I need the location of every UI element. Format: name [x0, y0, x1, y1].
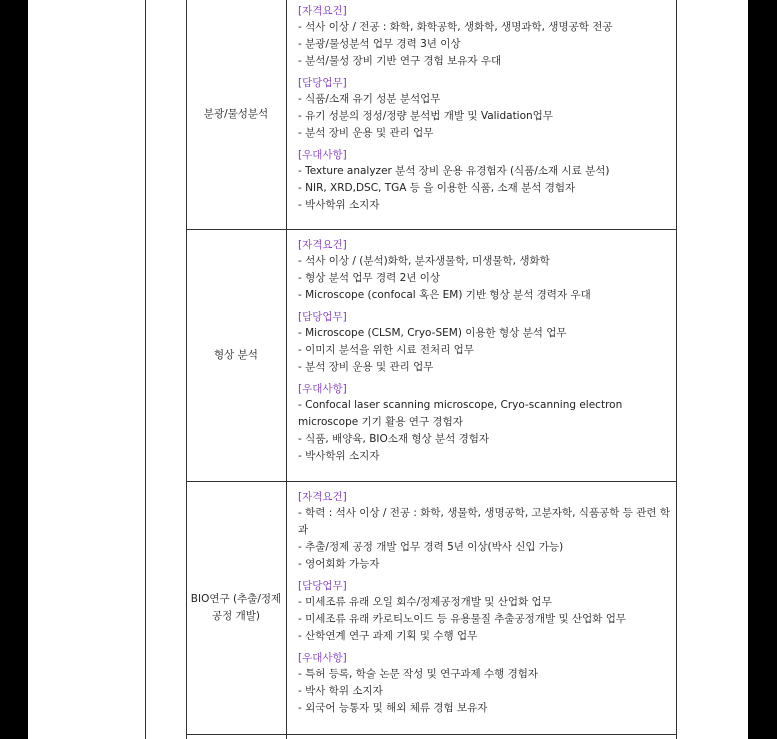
category-cell [186, 481, 286, 734]
left-margin [0, 0, 28, 739]
list-item: - 박사 학위 소지자 [298, 685, 383, 697]
list-item: - 특허 등록, 학술 논문 작성 및 연구과제 수행 경험자 [298, 668, 539, 680]
section-heading: [우대사항] [298, 149, 347, 161]
list-item: - 유기 성분의 정성/정량 분석법 개발 및 Validation업무 [298, 110, 553, 122]
section-heading: [우대사항] [298, 652, 347, 664]
list-item: - 석사 이상 / 전공 : 화학, 화학공학, 생화학, 생명과학, 생명공학 전공 [298, 21, 613, 33]
row-divider [186, 734, 677, 735]
list-item: - 학력 : 석사 이상 / 전공 : 화학, 생물학, 생명공학, 고분자학, 식품공학 등 관련 학과 [298, 507, 670, 536]
list-item: - 추출/정제 공정 개발 업무 경력 5년 이상(박사 신입 가능) [298, 541, 564, 553]
section-heading: [자격요건] [298, 491, 347, 503]
description-cell [298, 3, 670, 214]
description-cell [298, 489, 670, 717]
list-item: - 분석 장비 운용 및 관리 업무 [298, 361, 434, 373]
section-heading: [담당업무] [298, 311, 347, 323]
list-item: - 산학연계 연구 과제 기획 및 수행 업무 [298, 630, 478, 642]
right-margin [748, 0, 777, 739]
list-item: - Texture analyzer 분석 장비 운용 유경험자 (식품/소재 시료 분석) [298, 165, 610, 177]
category-cell [186, 0, 286, 229]
section-heading: [자격요건] [298, 5, 347, 17]
list-item: - 박사학위 소지자 [298, 450, 380, 462]
list-item: - 석사 이상 / (분석)화학, 분자생물학, 미생물학, 생화학 [298, 255, 550, 267]
description-cell [298, 237, 670, 465]
list-item: - Confocal laser scanning microscope, Cryo-scanning electron microscope 기기 활용 연구 경험자 [298, 399, 623, 428]
category-cell [186, 229, 286, 481]
category-label: BIO연구 (추출/정제 공정 개발) [190, 592, 282, 622]
table-column-divider [286, 0, 287, 739]
list-item: - 외국어 능통자 및 해외 체류 경험 보유자 [298, 702, 488, 714]
list-item: - 형상 분석 업무 경력 2년 이상 [298, 272, 441, 284]
list-item: - 영어회화 가능자 [298, 558, 380, 570]
list-item: - 분석 장비 운용 및 관리 업무 [298, 127, 434, 139]
list-item: - Microscope (confocal 혹은 EM) 기반 형상 분석 경력자 우대 [298, 289, 591, 301]
list-item: - Microscope (CLSM, Cryo-SEM) 이용한 형상 분석 업무 [298, 327, 567, 339]
list-item: - 분광/물성분석 업무 경력 3년 이상 [298, 38, 461, 50]
category-label: 분광/물성분석 [203, 108, 269, 120]
list-item: - 식품, 배양육, BIO소재 형상 분석 경험자 [298, 433, 490, 445]
list-item: - 식품/소재 유기 성분 분석업무 [298, 93, 441, 105]
section-heading: [담당업무] [298, 77, 347, 89]
section-heading: [담당업무] [298, 580, 347, 592]
section-heading: [자격요건] [298, 239, 347, 251]
table-border-right [676, 0, 677, 739]
list-item: - 박사학위 소지자 [298, 199, 380, 211]
list-item: - 분석/물성 장비 기반 연구 경험 보유자 우대 [298, 55, 502, 67]
category-label: 형상 분석 [214, 348, 258, 361]
list-item: - 이미지 분석을 위한 시료 전처리 업무 [298, 344, 474, 356]
table-border-left [145, 0, 146, 739]
list-item: - 미세조류 유래 카로티노이드 등 유용물질 추출공정개발 및 산업화 업무 [298, 613, 626, 625]
list-item: - 미세조류 유래 오일 회수/정제공정개발 및 산업화 업무 [298, 596, 552, 608]
section-heading: [우대사항] [298, 383, 347, 395]
list-item: - NIR, XRD,DSC, TGA 등 을 이용한 식품, 소재 분석 경험자 [298, 182, 576, 194]
